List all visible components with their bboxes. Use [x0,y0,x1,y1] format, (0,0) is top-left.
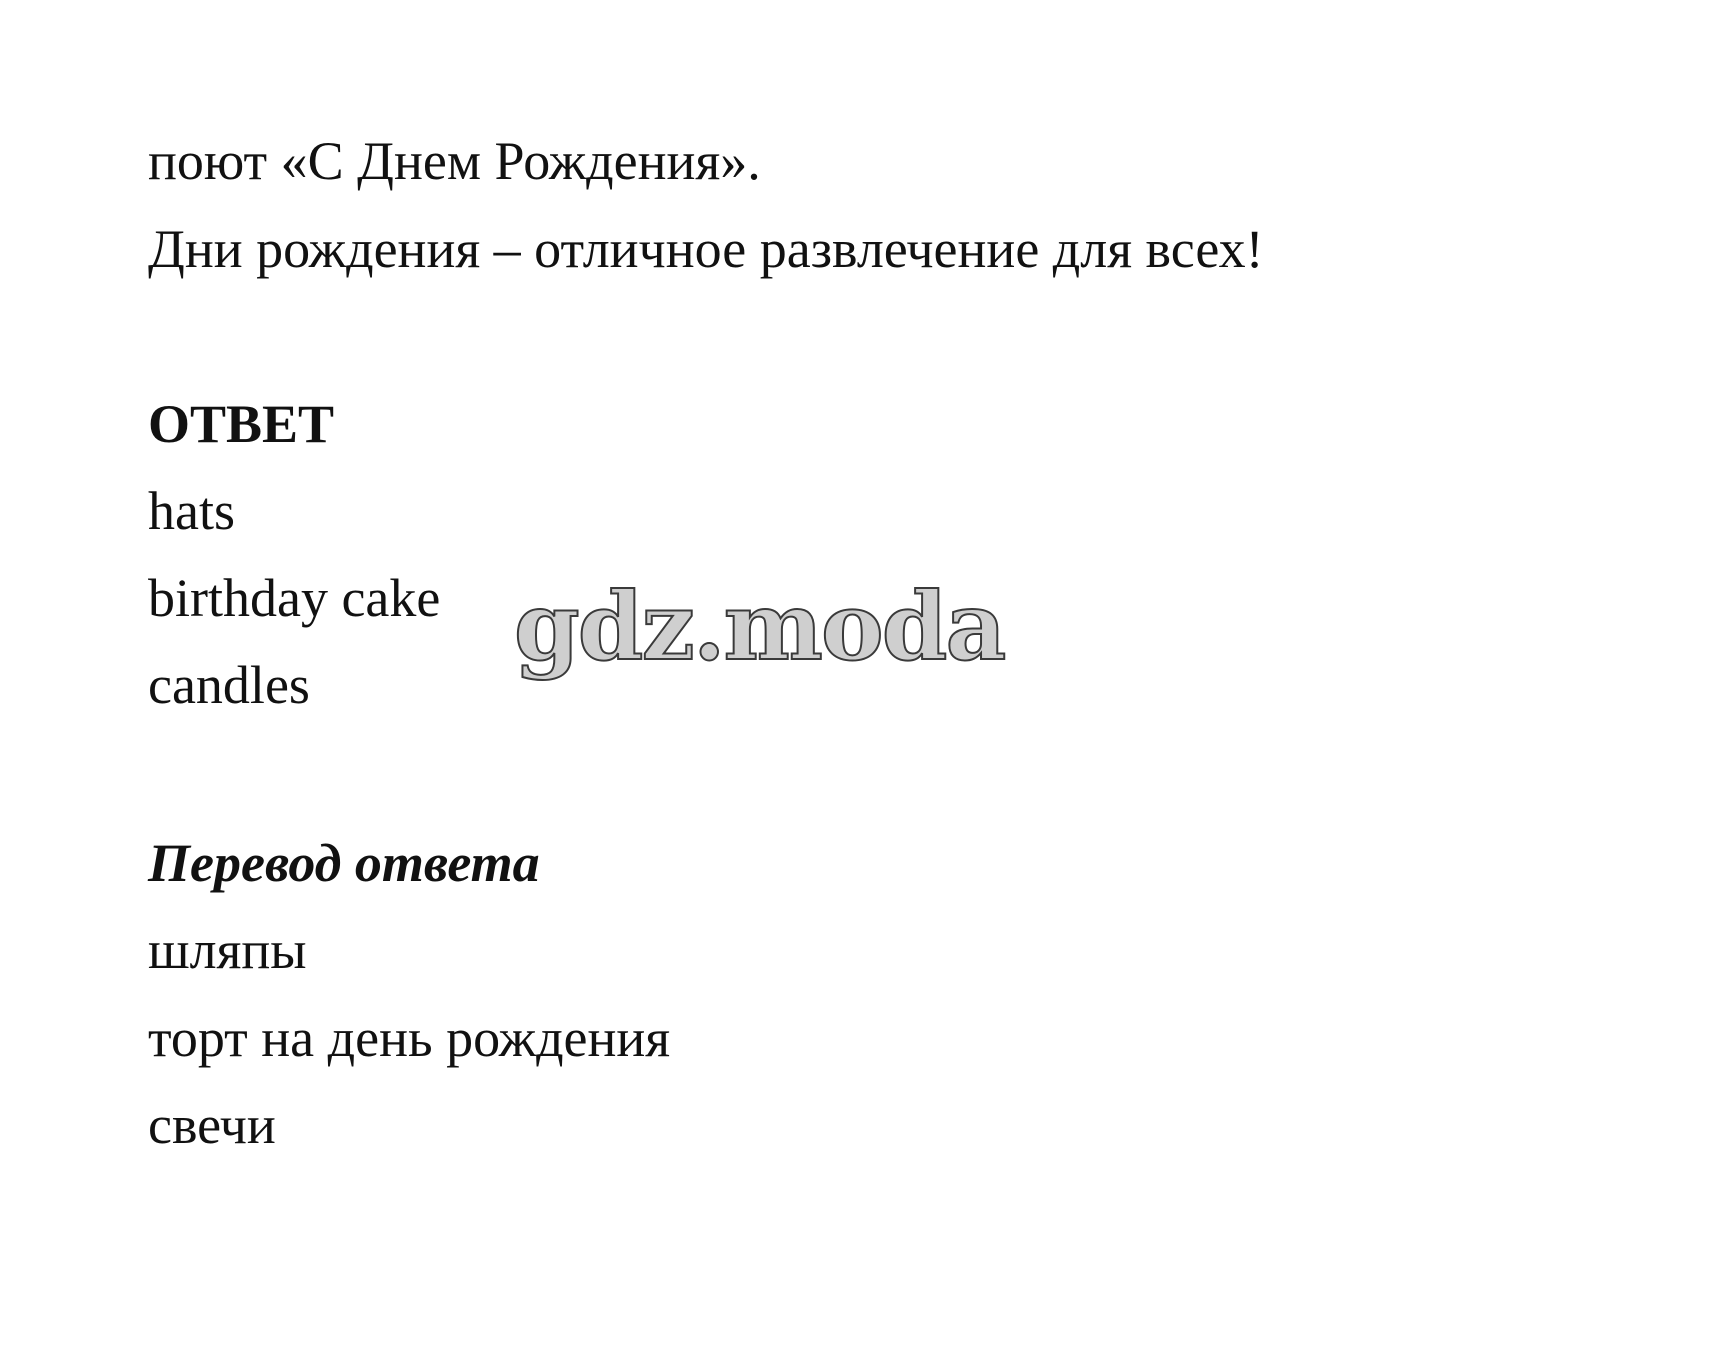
translation-item-hats: шляпы [148,920,307,980]
translation-heading: Перевод ответа [148,833,540,893]
answer-item-candles: candles [148,655,310,715]
answer-item-hats: hats [148,481,235,541]
intro-line-2: Дни рождения – отличное развлечение для всех! [148,219,1264,279]
intro-line-1: поют «С Днем Рождения». [148,131,761,191]
answer-heading: ОТВЕТ [148,394,335,454]
answer-item-birthday-cake: birthday cake [148,568,441,628]
translation-item-candles: свечи [148,1095,276,1155]
translation-item-birthday-cake: торт на день рождения [148,1008,671,1068]
watermark-logo: gdz.moda [514,572,1005,682]
